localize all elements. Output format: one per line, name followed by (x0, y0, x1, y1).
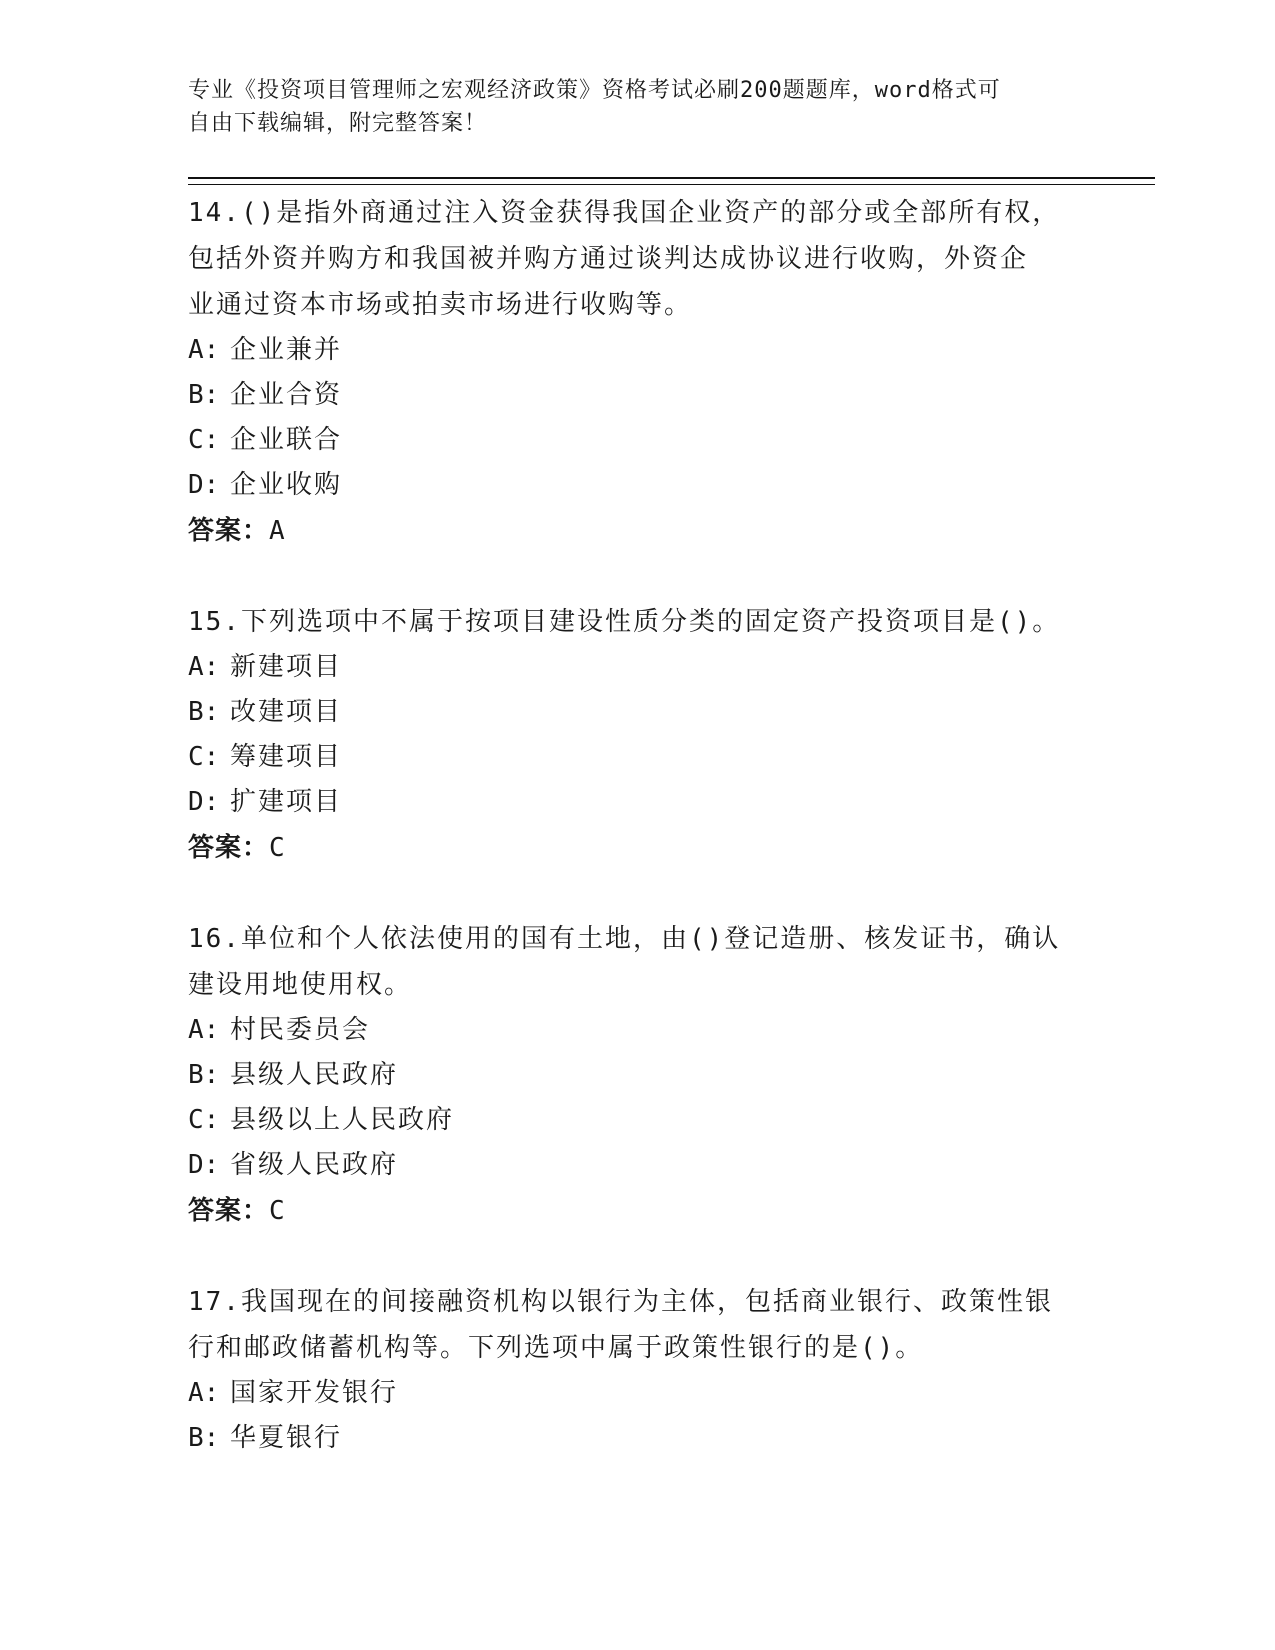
option-key: A: (188, 1378, 220, 1408)
option-key: C: (188, 425, 220, 455)
option-key: C: (188, 1105, 220, 1135)
question-17 (188, 1279, 1088, 1461)
answer-value: A (269, 516, 286, 546)
question-stem (188, 916, 1088, 1008)
option-a (188, 1371, 1088, 1416)
option-c (188, 1098, 1088, 1143)
option-key: A: (188, 652, 220, 682)
question-16 (188, 916, 1088, 1234)
option-key: D: (188, 787, 220, 817)
stem-line: 行和邮政储蓄机构等。下列选项中属于政策性银行的是()。 (188, 1333, 924, 1363)
question-spacer (188, 1234, 1088, 1279)
question-list (188, 190, 1088, 1461)
option-key: D: (188, 1150, 220, 1180)
option-c (188, 735, 1088, 780)
stem-line: 17.我国现在的间接融资机构以银行为主体，包括商业银行、政策性银 (188, 1287, 1053, 1317)
option-a (188, 1008, 1088, 1053)
answer-line (188, 508, 1088, 554)
option-key: A: (188, 335, 220, 365)
option-text: 企业兼并 (230, 335, 343, 365)
answer-label: 答案： (188, 516, 270, 546)
option-d (188, 463, 1088, 508)
stem-line: 15.下列选项中不属于按项目建设性质分类的固定资产投资项目是()。 (188, 607, 1061, 637)
answer-line (188, 1188, 1088, 1234)
question-stem (188, 190, 1088, 328)
option-text: 县级以上人民政府 (230, 1105, 455, 1135)
option-d (188, 780, 1088, 825)
question-spacer (188, 554, 1088, 599)
answer-label: 答案： (188, 833, 270, 863)
option-text: 企业联合 (230, 425, 343, 455)
question-14 (188, 190, 1088, 554)
option-text: 筹建项目 (230, 742, 343, 772)
option-text: 县级人民政府 (230, 1060, 399, 1090)
option-key: B: (188, 380, 220, 410)
option-key: B: (188, 697, 220, 727)
header-divider-thick (188, 177, 1155, 179)
option-key: C: (188, 742, 220, 772)
question-15 (188, 599, 1088, 871)
answer-line (188, 825, 1088, 871)
stem-line: 建设用地使用权。 (188, 970, 413, 1000)
option-key: A: (188, 1015, 220, 1045)
option-b (188, 1416, 1088, 1461)
option-key: D: (188, 470, 220, 500)
option-text: 国家开发银行 (230, 1378, 399, 1408)
answer-label: 答案： (188, 1196, 270, 1226)
stem-line: 14.()是指外商通过注入资金获得我国企业资产的部分或全部所有权， (188, 198, 1061, 228)
option-text: 改建项目 (230, 697, 343, 727)
option-key: B: (188, 1423, 220, 1453)
option-d (188, 1143, 1088, 1188)
option-a (188, 645, 1088, 690)
option-text: 新建项目 (230, 652, 343, 682)
question-stem (188, 599, 1088, 645)
stem-line: 16.单位和个人依法使用的国有土地，由()登记造册、核发证书，确认 (188, 924, 1061, 954)
option-text: 村民委员会 (230, 1015, 371, 1045)
option-a (188, 328, 1088, 373)
document-header (188, 74, 1068, 140)
option-text: 扩建项目 (230, 787, 343, 817)
header-divider-thin (188, 184, 1155, 185)
option-key: B: (188, 1060, 220, 1090)
question-stem (188, 1279, 1088, 1371)
question-spacer (188, 871, 1088, 916)
header-line: 自由下载编辑，附完整答案！ (188, 111, 488, 136)
answer-value: C (269, 1196, 286, 1226)
answer-value: C (269, 833, 286, 863)
option-c (188, 418, 1088, 463)
option-text: 企业收购 (230, 470, 343, 500)
option-b (188, 373, 1088, 418)
option-b (188, 690, 1088, 735)
option-text: 华夏银行 (230, 1423, 343, 1453)
option-text: 省级人民政府 (230, 1150, 399, 1180)
option-text: 企业合资 (230, 380, 343, 410)
stem-line: 包括外资并购方和我国被并购方通过谈判达成协议进行收购，外资企 (188, 244, 1029, 274)
stem-line: 业通过资本市场或拍卖市场进行收购等。 (188, 290, 693, 320)
header-line: 专业《投资项目管理师之宏观经济政策》资格考试必刷200题题库，word格式可 (188, 78, 1001, 103)
option-b (188, 1053, 1088, 1098)
